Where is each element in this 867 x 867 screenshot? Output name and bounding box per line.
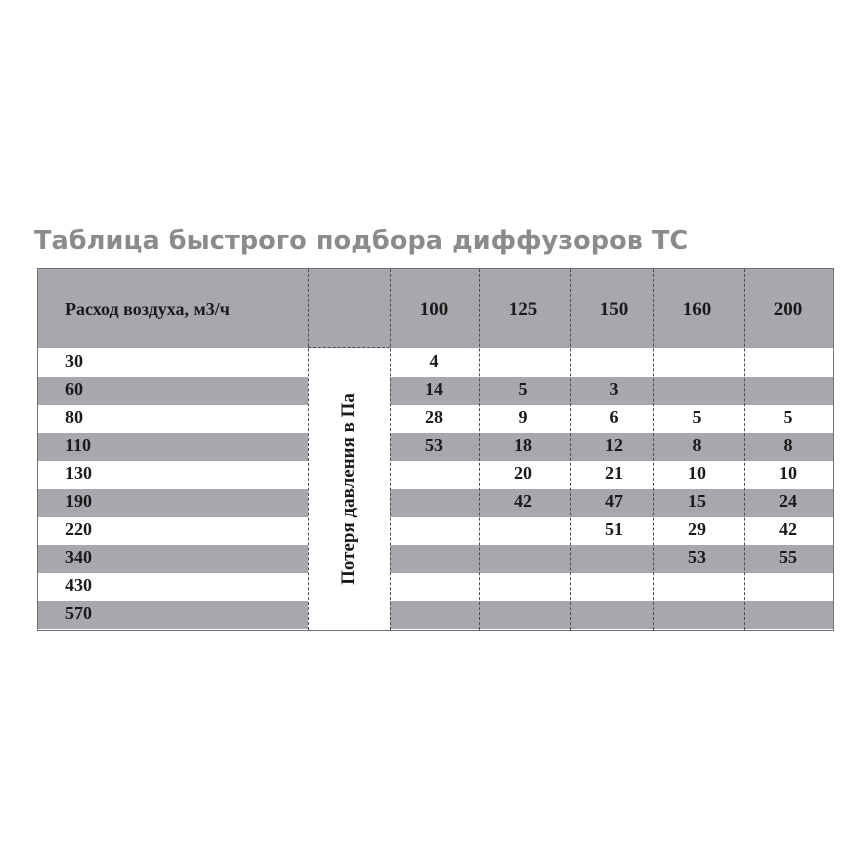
pressure-loss-cell: 55: [779, 547, 797, 567]
header-spacer-cell: [308, 269, 390, 348]
pressure-loss-cell: 10: [779, 463, 797, 483]
column-divider: [308, 269, 309, 630]
diffuser-selection-table: [37, 268, 834, 631]
diameter-header: 125: [508, 299, 538, 320]
pressure-loss-cell: 4: [429, 351, 439, 371]
pressure-loss-cell: 9: [518, 407, 528, 427]
airflow-value: 30: [65, 351, 83, 371]
airflow-value: 60: [65, 379, 83, 399]
airflow-value: 430: [65, 575, 92, 595]
airflow-value: 190: [65, 491, 92, 511]
pressure-loss-cell: 51: [605, 519, 623, 539]
pressure-loss-cell: 5: [783, 407, 793, 427]
pressure-loss-cell: 42: [514, 491, 532, 511]
pressure-loss-cell: 8: [692, 435, 702, 455]
airflow-header: Расход воздуха, м3/ч: [65, 299, 230, 319]
pressure-loss-cell: 24: [779, 491, 797, 511]
pressure-loss-cell: 53: [688, 547, 706, 567]
pressure-loss-cell: 6: [609, 407, 619, 427]
pressure-loss-cell: 5: [518, 379, 528, 399]
pressure-loss-cell: 5: [692, 407, 702, 427]
pressure-loss-cell: 14: [425, 379, 443, 399]
pressure-loss-cell: 3: [609, 379, 619, 399]
diameter-header: 100: [419, 299, 449, 320]
diameter-header: 160: [682, 299, 712, 320]
pressure-loss-cell: 8: [783, 435, 793, 455]
pressure-loss-cell: 53: [425, 435, 443, 455]
pressure-loss-cell: 18: [514, 435, 532, 455]
pressure-loss-cell: 47: [605, 491, 623, 511]
pressure-loss-cell: 29: [688, 519, 706, 539]
pressure-loss-cell: 21: [605, 463, 623, 483]
row-band: [38, 601, 833, 629]
diameter-header: 200: [773, 299, 803, 320]
airflow-value: 130: [65, 463, 92, 483]
airflow-value: 110: [65, 435, 92, 455]
pressure-loss-cell: 15: [688, 491, 706, 511]
airflow-value: 570: [65, 603, 92, 623]
airflow-value: 80: [65, 407, 83, 427]
airflow-value: 220: [65, 519, 92, 539]
page-title: Таблица быстрого подбора диффузоров ТС: [34, 226, 689, 256]
pressure-loss-label: Потеря давления в Па: [338, 393, 359, 585]
pressure-loss-cell: 12: [605, 435, 623, 455]
pressure-loss-cell: 10: [688, 463, 706, 483]
airflow-value: 340: [65, 547, 92, 567]
pressure-loss-cell: 42: [779, 519, 797, 539]
pressure-loss-cell: 28: [425, 407, 443, 427]
pressure-loss-cell: 20: [514, 463, 532, 483]
diameter-header: 150: [599, 299, 629, 320]
